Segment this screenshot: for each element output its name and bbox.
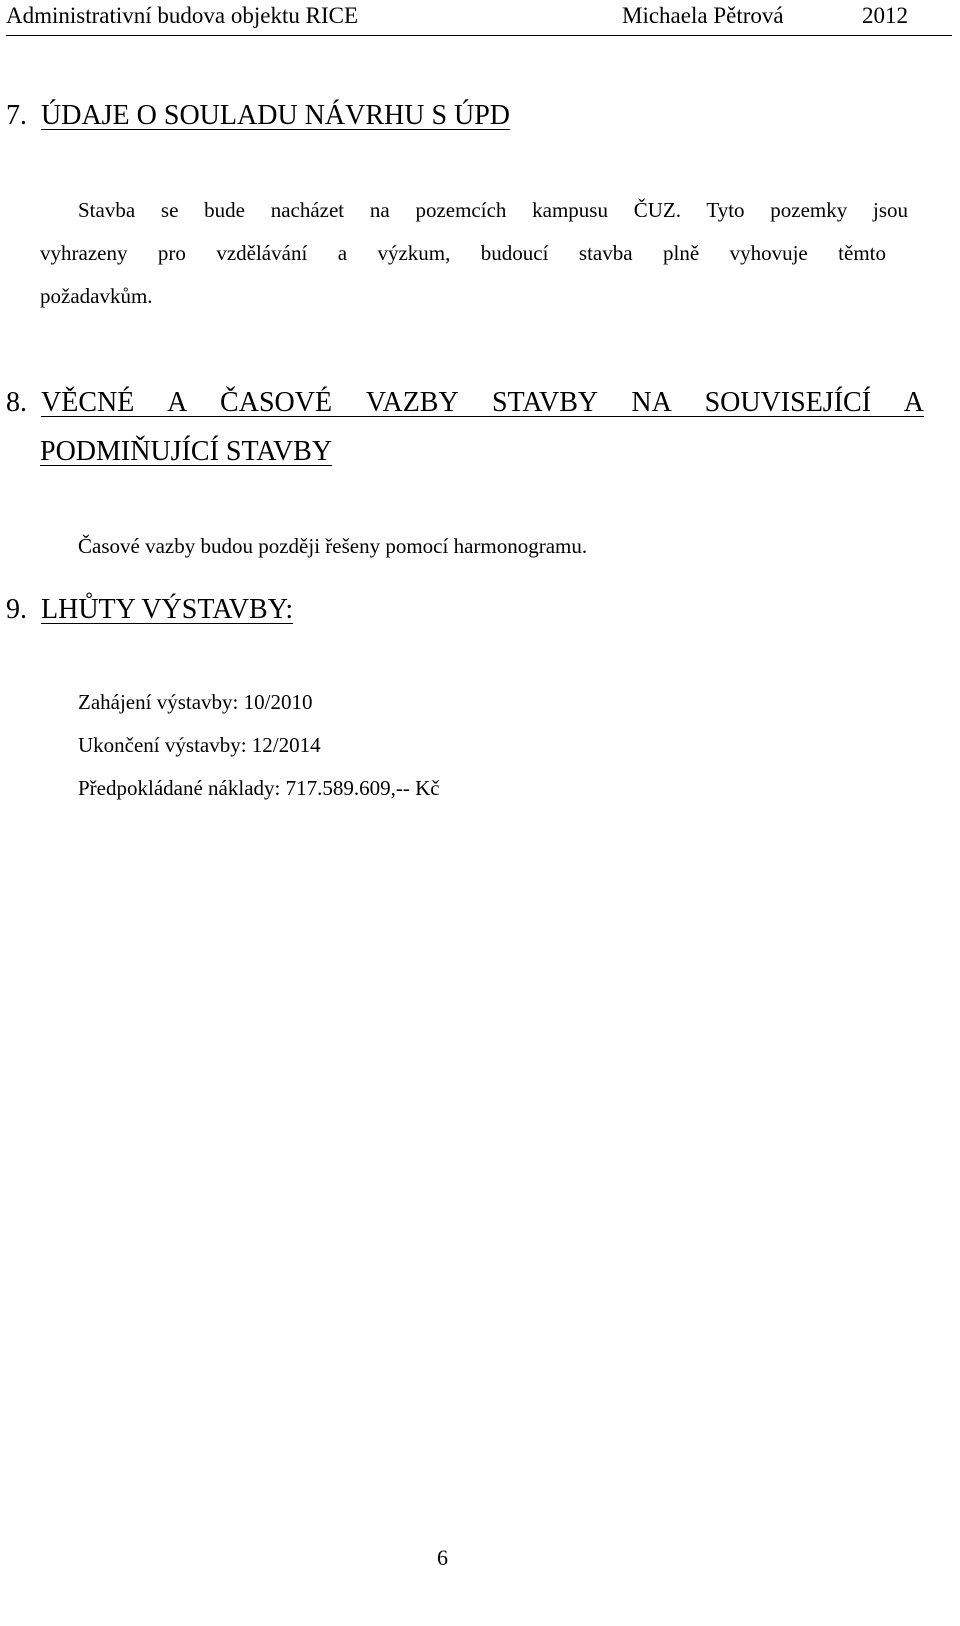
construction-start: Zahájení výstavby: 10/2010 (78, 690, 313, 714)
section-8-title-line-1: VĚCNÉ A ČASOVÉ VAZBY STAVBY NA SOUVISEJÍCÍ A (41, 387, 924, 418)
author-name: Michaela Pětrová (622, 3, 784, 28)
estimated-costs: Předpokládané náklady: 717.589.609,-- Kč (78, 776, 440, 800)
document-title: Administrativní budova objektu RICE (6, 3, 358, 28)
header-divider (6, 35, 952, 36)
section-8-title-line-2: PODMIŇUJÍCÍ STAVBY (40, 436, 333, 467)
section-7-heading (6, 100, 510, 132)
section-8-heading-line-1 (6, 387, 924, 419)
header-year: 2012 (862, 3, 908, 28)
section-8-heading-line-2 (40, 436, 332, 468)
section-7-paragraph-line-1: Stavba se bude nacházet na pozemcích kampusu ČUZ. Tyto pozemky jsou (78, 198, 908, 222)
section-9-title: LHŮTY VÝSTAVBY: (41, 594, 294, 625)
section-8-number: 8. (6, 387, 27, 418)
section-9-heading (6, 594, 293, 626)
section-8-paragraph: Časové vazby budou později řešeny pomocí harmonogramu. (78, 534, 588, 558)
section-7-paragraph-line-2: vyhrazeny pro vzdělávání a výzkum, budoucí stavba plně vyhovuje těmto (40, 241, 886, 265)
section-7-paragraph-line-3: požadavkům. (40, 284, 153, 308)
section-9-number: 9. (6, 594, 27, 625)
page-number: 6 (437, 1545, 448, 1570)
section-7-number: 7. (6, 100, 27, 131)
construction-end: Ukončení výstavby: 12/2014 (78, 733, 321, 757)
section-7-title: ÚDAJE O SOULADU NÁVRHU S ÚPD (41, 100, 511, 131)
